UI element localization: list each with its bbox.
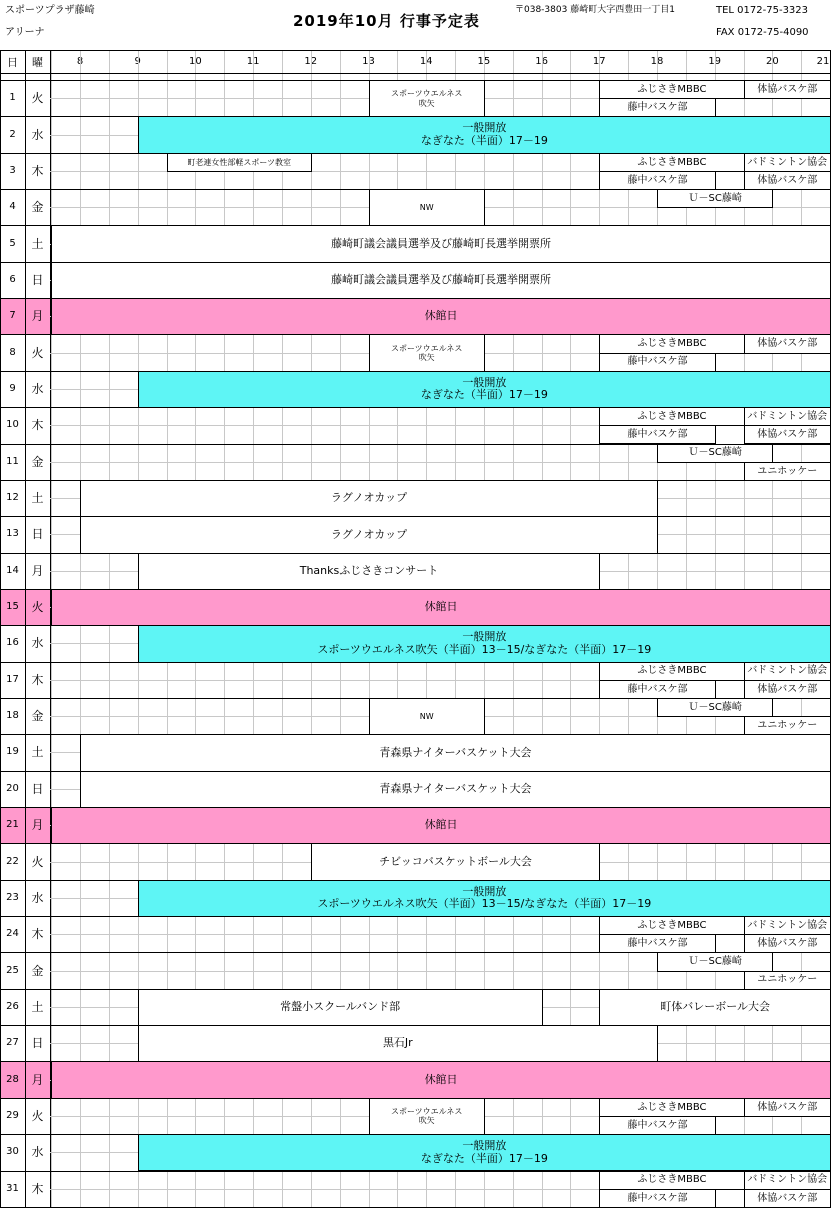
grid-border [50, 50, 51, 1207]
event-label: スポーツウエルネス吹矢（半面）13－15/なぎなた（半面）17－19 [317, 897, 652, 911]
event-block [744, 171, 831, 190]
event-label: バドミントン協会 [747, 665, 828, 677]
weekday: 火 [31, 345, 44, 360]
day-number: 14 [6, 564, 19, 576]
event-label: スポーツウエルネス [390, 1107, 463, 1117]
weekday: 金 [31, 454, 44, 469]
event-block [599, 916, 744, 935]
column-header-day: 日 [7, 56, 18, 69]
hour-label: 12 [304, 56, 318, 67]
event-label: 吹矢 [418, 98, 435, 108]
day-number: 11 [6, 455, 19, 467]
column-header-weekday: 曜 [32, 56, 43, 69]
event-block [744, 662, 831, 681]
weekday: 水 [31, 636, 44, 651]
day-number: 12 [6, 492, 19, 504]
event-block [138, 1025, 658, 1062]
event-label: Ｕ－SC藤崎 [688, 192, 742, 204]
day-number: 1 [9, 92, 16, 104]
address: 〒038-3803 藤崎町大字西豊田一丁目1 [515, 5, 675, 15]
event-label: 一般開放 [462, 375, 507, 389]
event-block [51, 262, 831, 299]
hour-label: 19 [708, 56, 722, 67]
weekday: 水 [31, 381, 44, 396]
event-block [51, 225, 831, 262]
grid-line [109, 50, 110, 1207]
event-label: 体協バスケ部 [757, 938, 818, 950]
event-block [744, 425, 831, 444]
event-block [599, 1116, 715, 1135]
event-label: ユニホッケー [757, 974, 818, 986]
grid-border [25, 50, 26, 1207]
event-label: 藤中バスケ部 [627, 683, 688, 695]
day-number: 3 [9, 164, 16, 176]
event-label: 黒石Jr [382, 1036, 413, 1050]
event-label: 体協バスケ部 [757, 1101, 818, 1113]
event-label: 休館日 [424, 309, 458, 323]
event-block [744, 1171, 831, 1190]
weekday: 日 [31, 527, 44, 542]
event-label: 一般開放 [462, 121, 507, 135]
event-block [138, 553, 601, 590]
event-label: 藤崎町議会議員選挙及び藤崎町長選挙開票所 [331, 236, 552, 250]
hour-label: 20 [766, 56, 779, 67]
day-number: 8 [9, 346, 16, 358]
day-number: 29 [6, 1109, 19, 1121]
day-number: 21 [6, 819, 19, 831]
day-number: 4 [9, 201, 16, 213]
hour-label: 11 [246, 56, 260, 67]
event-block [599, 153, 744, 172]
event-label: スポーツウエルネス [390, 343, 463, 353]
day-number: 9 [9, 382, 16, 394]
day-number: 5 [9, 237, 16, 249]
event-block [599, 1098, 744, 1117]
event-block [369, 698, 485, 735]
event-label: バドミントン協会 [747, 1174, 828, 1186]
hour-label: 16 [535, 56, 548, 67]
day-number: 26 [6, 1000, 19, 1012]
event-block [744, 153, 831, 172]
event-block [744, 462, 831, 481]
weekday: 火 [31, 91, 44, 106]
weekday: 月 [31, 309, 44, 324]
weekday: 月 [31, 818, 44, 833]
weekday: 土 [31, 491, 44, 506]
weekday: 火 [31, 854, 44, 869]
weekday: 水 [31, 127, 44, 142]
event-block [369, 189, 485, 226]
event-label: 一般開放 [462, 1139, 507, 1153]
day-number: 13 [6, 528, 19, 540]
event-block [599, 80, 744, 99]
event-label: ふじさきMBBC [637, 83, 707, 95]
event-label: ふじさきMBBC [637, 665, 707, 677]
weekday: 土 [31, 745, 44, 760]
hour-label: 8 [76, 56, 84, 67]
hour-label: 21 [816, 56, 830, 67]
weekday: 土 [31, 999, 44, 1014]
event-label: 体協バスケ部 [757, 1192, 818, 1204]
day-number: 25 [6, 964, 19, 976]
event-label: スポーツウエルネス [390, 89, 463, 99]
weekday: 水 [31, 1145, 44, 1160]
arena-label: アリーナ [5, 27, 45, 38]
event-label: Thanksふじさきコンサート [299, 563, 439, 577]
event-label: Ｕ－SC藤崎 [688, 701, 742, 713]
event-block [51, 298, 831, 335]
weekday: 木 [31, 418, 44, 433]
event-block [744, 916, 831, 935]
event-label: 藤中バスケ部 [627, 1192, 688, 1204]
weekday: 土 [31, 236, 44, 251]
event-label: ふじさきMBBC [637, 156, 707, 168]
day-number: 2 [9, 128, 16, 140]
event-block [369, 334, 485, 371]
event-label: 町体バレーボール大会 [660, 1000, 771, 1014]
event-label: 一般開放 [462, 630, 507, 644]
event-label: 体協バスケ部 [757, 338, 818, 350]
weekday: 火 [31, 1108, 44, 1123]
event-label: バドミントン協会 [747, 156, 828, 168]
event-label: 藤崎町議会議員選挙及び藤崎町長選挙開票所 [331, 273, 552, 287]
day-number: 22 [6, 855, 19, 867]
event-label: 休館日 [424, 1072, 458, 1086]
page-title: 2019年10月 行事予定表 [293, 12, 480, 30]
day-number: 17 [6, 673, 19, 685]
facility-name: スポーツプラザ藤崎 [5, 5, 95, 16]
event-label: 体協バスケ部 [757, 83, 818, 95]
event-label: 藤中バスケ部 [627, 1119, 688, 1131]
event-block [744, 80, 831, 99]
grid-line [80, 50, 81, 1207]
weekday: 月 [31, 563, 44, 578]
event-label: ふじさきMBBC [637, 1174, 707, 1186]
event-block [599, 680, 715, 699]
day-number: 10 [6, 419, 19, 431]
day-number: 23 [6, 891, 19, 903]
event-label: なぎなた（半面）17－19 [420, 1151, 548, 1165]
weekday: 木 [31, 163, 44, 178]
event-label: バドミントン協会 [747, 919, 828, 931]
event-label: 藤中バスケ部 [627, 938, 688, 950]
event-block [744, 334, 831, 353]
weekday: 火 [31, 600, 44, 615]
weekday: 木 [31, 927, 44, 942]
grid-border [0, 50, 1, 1207]
event-block [744, 934, 831, 953]
event-label: 体協バスケ部 [757, 429, 818, 441]
weekday: 木 [31, 1181, 44, 1196]
weekday: 日 [31, 272, 44, 287]
day-number: 30 [6, 1146, 19, 1158]
event-block [744, 1098, 831, 1117]
grid-border [0, 73, 830, 74]
event-block [369, 80, 485, 117]
event-block [744, 680, 831, 699]
event-label: ふじさきMBBC [637, 410, 707, 422]
weekday: 日 [31, 781, 44, 796]
event-label: ユニホッケー [757, 465, 818, 477]
event-block [599, 353, 715, 372]
event-block [599, 662, 744, 681]
day-number: 28 [6, 1073, 19, 1085]
tel-number: TEL 0172-75-3323 [716, 5, 809, 16]
hour-label: 14 [419, 56, 433, 67]
event-block [80, 771, 831, 808]
event-block [167, 153, 312, 172]
day-number: 19 [6, 746, 19, 758]
event-label: 休館日 [424, 818, 458, 832]
grid-line [51, 50, 52, 1207]
event-label: 青森県ナイターバスケット大会 [379, 781, 532, 795]
day-number: 20 [6, 782, 19, 794]
hour-label: 13 [362, 56, 375, 67]
event-label: 一般開放 [462, 884, 507, 898]
event-label: 体協バスケ部 [757, 174, 818, 186]
event-label: なぎなた（半面）17－19 [420, 134, 548, 148]
event-block [657, 444, 773, 463]
day-number: 7 [9, 310, 16, 322]
event-label: 吹矢 [418, 353, 435, 363]
event-label: 藤中バスケ部 [627, 356, 688, 368]
weekday: 水 [31, 890, 44, 905]
event-label: Ｕ－SC藤崎 [688, 956, 742, 968]
event-block [599, 989, 831, 1026]
event-block [138, 116, 831, 153]
event-label: 藤中バスケ部 [627, 429, 688, 441]
event-label: 藤中バスケ部 [627, 174, 688, 186]
weekday: 金 [31, 709, 44, 724]
day-number: 24 [6, 928, 19, 940]
event-label: チビッコバスケットボール大会 [379, 854, 532, 868]
event-block [138, 371, 831, 408]
event-block [138, 625, 831, 662]
event-block [138, 989, 543, 1026]
event-label: 常盤小スクールバンド部 [280, 1000, 401, 1014]
event-label: ユニホッケー [757, 719, 818, 731]
hour-label: 10 [189, 56, 202, 67]
event-block [369, 1098, 485, 1135]
day-number: 27 [6, 1037, 19, 1049]
event-block [51, 589, 831, 626]
event-block [744, 716, 831, 735]
grid-border [0, 50, 830, 51]
event-block [599, 1189, 715, 1208]
hour-label: 9 [134, 56, 141, 67]
day-number: 16 [6, 637, 19, 649]
event-block [80, 480, 658, 517]
event-block [599, 334, 744, 353]
event-label: 休館日 [424, 600, 458, 614]
event-block [138, 880, 831, 917]
event-label: NW [419, 203, 434, 213]
weekday: 木 [31, 672, 44, 687]
event-block [51, 807, 831, 844]
event-label: ふじさきMBBC [637, 1101, 707, 1113]
event-label: 藤中バスケ部 [627, 102, 688, 113]
event-block [80, 516, 658, 553]
weekday: 金 [31, 200, 44, 215]
event-label: 吹矢 [418, 1116, 435, 1126]
event-label: 青森県ナイターバスケット大会 [379, 745, 532, 759]
event-block [657, 698, 773, 717]
event-block [80, 734, 831, 771]
weekday: 日 [31, 1036, 44, 1051]
event-label: なぎなた（半面）17－19 [420, 388, 548, 402]
event-label: ふじさきMBBC [637, 919, 707, 931]
event-block [51, 1061, 831, 1098]
hour-label: 15 [477, 56, 491, 67]
hour-label: 18 [650, 56, 664, 67]
event-block [599, 425, 715, 444]
weekday: 金 [31, 963, 44, 978]
event-label: ラグノオカップ [330, 527, 408, 541]
fax-number: FAX 0172-75-4090 [716, 27, 809, 38]
event-block [657, 189, 773, 208]
day-number: 18 [6, 710, 19, 722]
event-block [744, 407, 831, 426]
event-label: ラグノオカップ [330, 491, 408, 505]
event-label: ふじさきMBBC [637, 338, 707, 350]
event-label: 体協バスケ部 [757, 683, 818, 695]
event-block [744, 971, 831, 990]
event-block [599, 98, 715, 117]
day-number: 31 [6, 1182, 19, 1194]
event-label: Ｕ－SC藤崎 [688, 447, 742, 459]
day-number: 6 [9, 273, 16, 285]
event-label: バドミントン協会 [747, 410, 828, 422]
event-label: スポーツウエルネス吹矢（半面）13－15/なぎなた（半面）17－19 [317, 642, 652, 656]
weekday: 月 [31, 1072, 44, 1087]
event-block [657, 952, 773, 971]
event-label: NW [419, 712, 434, 722]
event-block [138, 1134, 831, 1171]
hour-label: 17 [592, 56, 606, 67]
event-label: 町老連女性部軽スポーツ教室 [187, 157, 292, 167]
event-block [599, 407, 744, 426]
event-block [744, 1189, 831, 1208]
event-block [599, 1171, 744, 1190]
event-block [599, 934, 715, 953]
event-block [599, 171, 715, 190]
day-number: 15 [6, 601, 19, 613]
event-block [311, 843, 601, 880]
